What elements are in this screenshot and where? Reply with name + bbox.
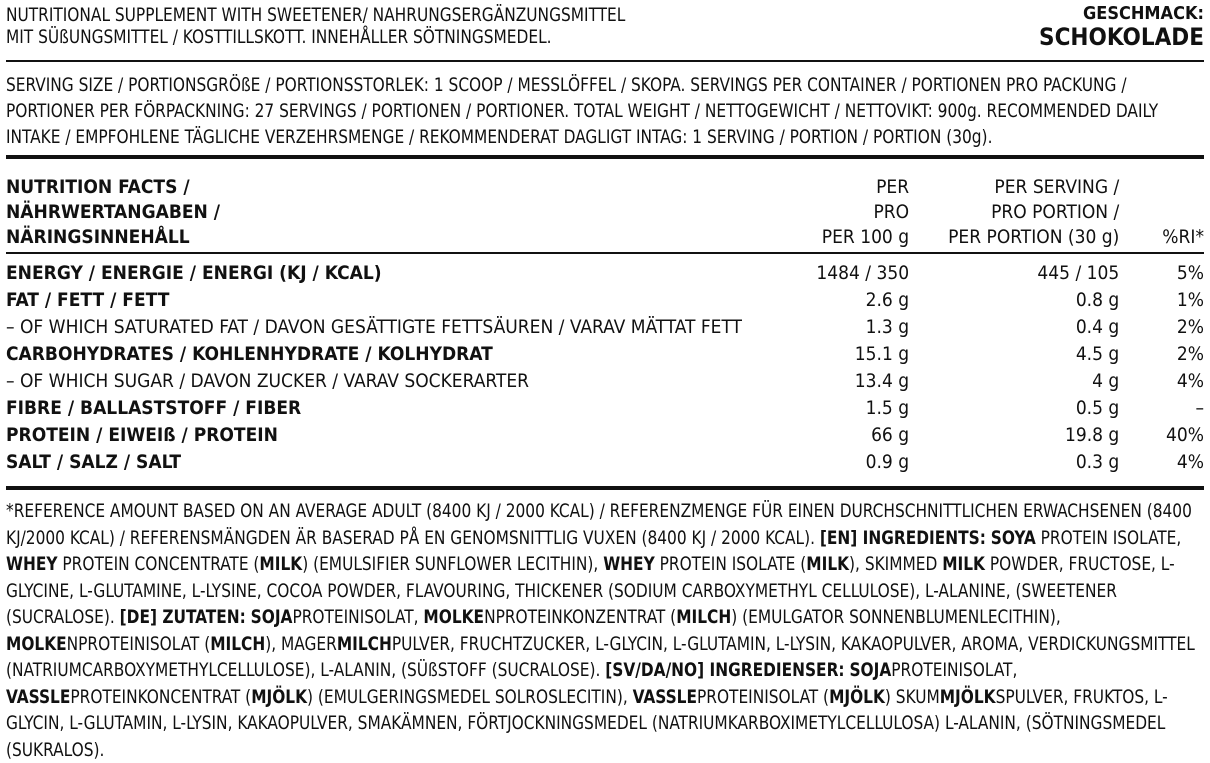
allergen: MILK: [806, 553, 850, 575]
divider-table-header: [6, 252, 1204, 254]
header-per-serving: PER SERVING / PRO PORTION / PER PORTION (30 g): [948, 176, 1120, 248]
nutrient-name: FIBRE / BALLASTSTOFF / FIBER: [6, 397, 302, 419]
description-line-2: MIT SÜßUNGSMITTEL / KOSTTILLSKOTT. INNEHÅLLER SÖTNINGSMEDEL.: [6, 26, 552, 48]
table-row: [6, 422, 1204, 449]
value-ri: 2%: [1176, 343, 1204, 365]
allergen: WHEY: [603, 553, 655, 575]
ingredients-heading-en: [EN] INGREDIENTS:: [819, 526, 986, 549]
ingredients-heading-de: [DE] ZUTATEN:: [119, 606, 246, 628]
nutrition-table: [6, 166, 1204, 476]
table-row: [6, 314, 1204, 341]
allergen: MILK: [942, 553, 985, 575]
product-description: [6, 4, 625, 48]
value-ri: 4%: [1176, 451, 1204, 473]
value-per-serving: 0.5 g: [1075, 397, 1120, 419]
value-ri: 2%: [1176, 316, 1204, 338]
allergen: MOLKE: [6, 632, 67, 655]
nutrient-name: – OF WHICH SUGAR / DAVON ZUCKER / VARAV SOCKERARTER: [6, 370, 530, 392]
nutrient-name: FAT / FETT / FETT: [6, 289, 170, 311]
allergen: MILCH: [676, 606, 732, 628]
divider-table-top: [6, 155, 1204, 159]
flavour-value: SCHOKOLADE: [1039, 23, 1204, 51]
value-per-serving: 19.8 g: [1064, 424, 1120, 446]
nutrient-name: SALT / SALZ / SALT: [6, 451, 181, 473]
divider-top: [6, 60, 1204, 62]
allergen: MOLKE: [423, 606, 485, 628]
header-nutrition-facts: NUTRITION FACTS / NÄHRWERTANGABEN / NÄRINGSINNEHÅLL: [6, 176, 221, 248]
nutrient-name: ENERGY / ENERGIE / ENERGI (KJ / KCAL): [6, 262, 382, 284]
nutrition-table-body: [6, 250, 1204, 476]
label-header: [6, 4, 1204, 50]
allergen: VASSLE: [6, 685, 71, 708]
allergen: MILCH: [210, 632, 266, 655]
allergen: MJÖLK: [939, 685, 996, 708]
allergen: SOJA: [250, 606, 293, 628]
allergen: VASSLE: [632, 685, 697, 708]
header-row: [6, 4, 1204, 50]
nutrient-name: PROTEIN / EIWEIß / PROTEIN: [6, 424, 278, 446]
value-ri: 1%: [1176, 289, 1204, 311]
header-per-100g: PER PRO PER 100 g: [821, 176, 910, 248]
nutrient-name: CARBOHYDRATES / KOHLENHYDRATE / KOLHYDRAT: [6, 343, 493, 365]
allergen: MJÖLK: [829, 685, 885, 708]
table-row: [6, 250, 1204, 287]
ingredients-heading-sv: [SV/DA/NO] INGREDIENSER:: [605, 659, 845, 681]
value-per-serving: 445 / 105: [1037, 262, 1120, 284]
reference-note: *REFERENCE AMOUNT BASED ON AN AVERAGE ADULT (8400 KJ / 2000 KCAL) / REFERENZMENGE FÜR EINEN DURCHSCHNITTLICHEN ERWACHSENEN (8400 KJ/2000 KCAL) / REFERENSMÄNGDEN ÄR BASERAD PÅ EN GENOMSNITTLIG VUXEN (8400 KJ / 2000 KCAL).: [6, 500, 1192, 549]
value-per-100g: 15.1 g: [854, 343, 910, 365]
value-ri: –: [1195, 397, 1204, 419]
table-row: [6, 395, 1204, 422]
value-per-serving: 0.8 g: [1075, 289, 1120, 311]
allergen: WHEY: [6, 553, 58, 575]
value-per-100g: 2.6 g: [865, 289, 910, 311]
allergen: MILCH: [336, 632, 392, 655]
table-row: [6, 368, 1204, 395]
footnote-ingredients: *REFERENCE AMOUNT BASED ON AN AVERAGE ADULT (8400 KJ / 2000 KCAL) / REFERENZMENGE FÜR EINEN DURCHSCHNITTLICHEN ERWACHSENEN (8400 KJ/2000 KCAL) / REFERENSMÄNGDEN ÄR BASERAD PÅ EN GENOMSNITTLIG VUXEN (8400 KJ / 2000 KCAL). [EN] INGREDIENTS: SOYA PROTEIN ISOLATE, WHEY PROTEIN CONCENTRATE (MILK) (EMULSIFIER SUNFLOWER LECITHIN), WHEY PROTEIN ISOLATE (MILK), SKIMMED MILK POWDER, FRUCTOSE, L-GLYCINE, L-GLUTAMINE, L-LYSINE, COCOA POWDER, FLAVOURING, THICKENER (SODIUM CARBOXYMETHYL CELLULOSE), L-ALANINE, (SWEETENER (SUCRALOSE). [DE] ZUTATEN: SOJAPROTEINISOLAT, MOLKENPROTEINKONZENTRAT (MILCH) (EMULGATOR SONNENBLUMENLECITHIN), MOLKENPROTEINISOLAT (MILCH), MAGERMILCHPULVER, FRUCHTZUCKER, L-GLYCIN, L-GLUTAMIN, L-LYSIN, KAKAOPULVER, AROMA, VERDICKUNGSMITTEL (NATRIUMCARBOXYMETHYLCELLULOSE), L-ALANIN, (SÜßSTOFF (SUCRALOSE). [SV/DA/NO] INGREDIENSER: SOJAPROTEINISOLAT, VASSLEPROTEINKONCENTRAT (MJÖLK) (EMULGERINGSMEDEL SOLROSLECITIN), VASSLEPROTEINISOLAT (MJÖLK) SKUMMJÖLKSPULVER, FRUKTOS, L-GLYCIN, L-GLUTAMIN, L-LYSIN, KAKAOPULVER, SMAKÄMNEN, FÖRTJOCKNINGSMEDEL (NATRIUMKARBOXIMETYLCELLULOSA) L-ALANIN, (SÖTNINGSMEDEL (SUKRALOS).: [6, 500, 1195, 761]
description-line-1: NUTRITIONAL SUPPLEMENT WITH SWEETENER/ NAHRUNGSERGÄNZUNGSMITTEL: [6, 4, 626, 26]
flavour-block: [1039, 4, 1204, 50]
flavour-label: GESCHMACK:: [1082, 3, 1204, 24]
allergen: SOYA: [990, 526, 1036, 549]
table-row: [6, 287, 1204, 314]
value-per-100g: 1.5 g: [865, 397, 910, 419]
nutrient-name: – OF WHICH SATURATED FAT / DAVON GESÄTTIGTE FETTSÄUREN / VARAV MÄTTAT FETT: [6, 316, 742, 338]
table-row: [6, 449, 1204, 476]
header-ri: %RI*: [1162, 226, 1204, 248]
value-per-serving: 4.5 g: [1075, 343, 1120, 365]
serving-info: SERVING SIZE / PORTIONSGRÖßE / PORTIONSSTORLEK: 1 SCOOP / MESSLÖFFEL / SKOPA. SERVINGS PER CONTAINER / PORTIONEN PRO PACKUNG / PORTIONER PER FÖRPACKNING: 27 SERVINGS / PORTIONEN / PORTIONER. TOTAL WEIGHT / NETTOGEWICHT / NETTOVIKT: 900g. RECOMMENDED DAILY INTAKE / EMPFOHLENE TÄGLICHE VERZEHRSMENGE / REKOMMENDERAT DAGLIGT INTAG: 1 SERVING / PORTION / PORTION (30g).: [6, 74, 1159, 148]
value-per-serving: 0.4 g: [1075, 316, 1120, 338]
allergen: MILK: [259, 553, 303, 575]
value-per-100g: 13.4 g: [854, 370, 910, 392]
table-row: [6, 341, 1204, 368]
allergen: SOJA: [849, 659, 892, 681]
nutrition-table-header: [6, 166, 1204, 250]
value-per-100g: 1.3 g: [865, 316, 910, 338]
value-per-serving: 4 g: [1092, 370, 1120, 392]
value-per-100g: 1484 / 350: [816, 262, 910, 284]
divider-table-bottom: [6, 486, 1204, 490]
allergen: MJÖLK: [251, 685, 308, 708]
value-ri: 4%: [1176, 370, 1204, 392]
value-ri: 40%: [1166, 424, 1204, 446]
value-per-serving: 0.3 g: [1075, 451, 1120, 473]
value-ri: 5%: [1176, 262, 1204, 284]
value-per-100g: 0.9 g: [865, 451, 910, 473]
value-per-100g: 66 g: [871, 424, 910, 446]
